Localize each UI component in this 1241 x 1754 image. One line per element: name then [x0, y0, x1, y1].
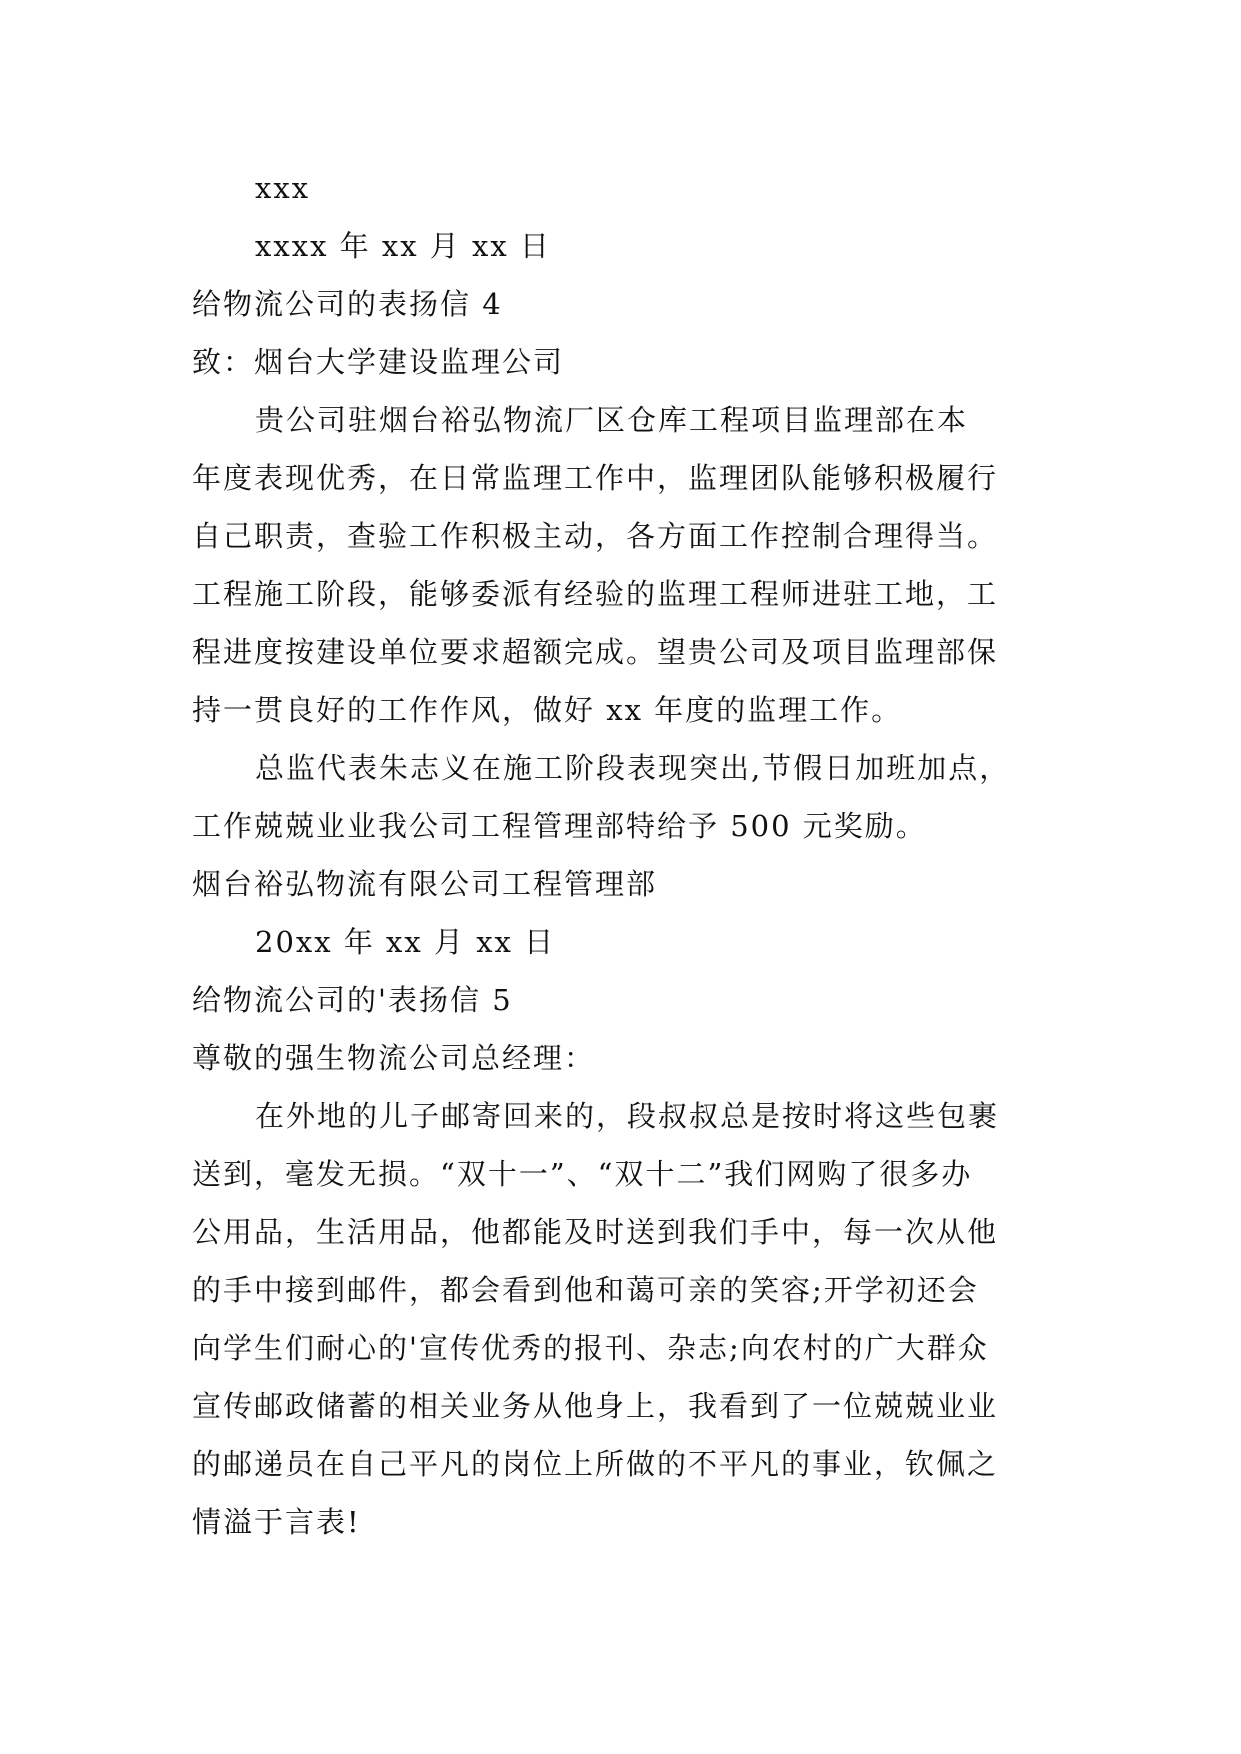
- letter-4-signature: 烟台裕弘物流有限公司工程管理部: [192, 867, 658, 901]
- signoff-name: xxx: [255, 171, 311, 205]
- letter-4-para1-line: 工程施工阶段，能够委派有经验的监理工程师进驻工地，工: [192, 577, 999, 611]
- letter-5-para1-line: 宣传邮政储蓄的相关业务从他身上，我看到了一位兢兢业业: [192, 1389, 999, 1423]
- letter-4-date: 20xx 年 xx 月 xx 日: [255, 925, 556, 959]
- letter-5-para1-line: 情溢于言表!: [192, 1505, 361, 1539]
- letter-5-para1-line: 送到，毫发无损。“双十一”、“双十二”我们网购了很多办: [192, 1157, 973, 1191]
- letter-5-title: 给物流公司的'表扬信 5: [192, 983, 513, 1017]
- letter-4-para1-line: 贵公司驻烟台裕弘物流厂区仓库工程项目监理部在本: [255, 403, 969, 437]
- letter-5-para1-line: 公用品，生活用品，他都能及时送到我们手中，每一次从他: [192, 1215, 999, 1249]
- letter-4-title: 给物流公司的表扬信 4: [192, 287, 503, 321]
- letter-4-salutation: 致：烟台大学建设监理公司: [192, 345, 565, 379]
- letter-5-para1-line: 的邮递员在自己平凡的岗位上所做的不平凡的事业，钦佩之: [192, 1447, 999, 1481]
- letter-4-para2-line: 总监代表朱志义在施工阶段表现突出,节假日加班加点，: [255, 751, 1011, 785]
- letter-5-para1-line: 的手中接到邮件，都会看到他和蔼可亲的笑容;开学初还会: [192, 1273, 979, 1307]
- letter-4-para2-line: 工作兢兢业业我公司工程管理部特给予 500 元奖励。: [192, 809, 927, 843]
- letter-5-para1-line: 在外地的儿子邮寄回来的，段叔叔总是按时将这些包裹: [255, 1099, 1000, 1133]
- letter-4-para1-line: 年度表现优秀，在日常监理工作中，监理团队能够积极履行: [192, 461, 999, 495]
- letter-4-para1-line: 自己职责，查验工作积极主动，各方面工作控制合理得当。: [192, 519, 999, 553]
- letter-5-para1-line: 向学生们耐心的'宣传优秀的报刊、杂志;向农村的广大群众: [192, 1331, 989, 1365]
- signoff-date: xxxx 年 xx 月 xx 日: [255, 229, 551, 263]
- letter-4-para1-line: 持一贯良好的工作作风，做好 xx 年度的监理工作。: [192, 693, 903, 727]
- letter-5-salutation: 尊敬的强生物流公司总经理：: [192, 1041, 596, 1075]
- letter-4-para1-line: 程进度按建设单位要求超额完成。望贵公司及项目监理部保: [192, 635, 999, 669]
